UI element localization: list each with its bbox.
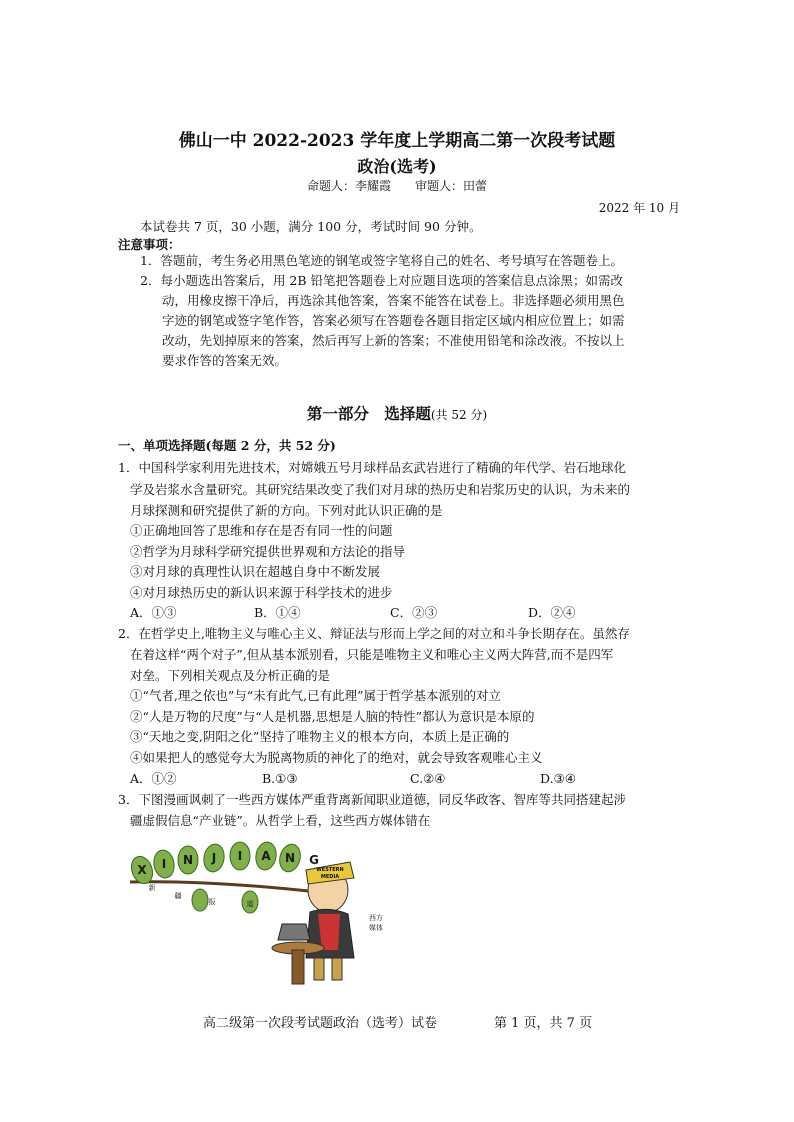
q2-option-b: B.①③: [262, 771, 298, 786]
q2-line-3: 对垒。下列相关观点及分析正确的是: [130, 668, 331, 683]
q1-statement-3: ③对月球的真理性认识在超越自身中不断发展: [130, 564, 381, 579]
leaf-label-3: 报: [208, 898, 216, 906]
leaf-letter-5: I: [237, 849, 243, 863]
q2-option-d: D.③④: [540, 771, 576, 786]
leaf-letter-6: A: [261, 849, 271, 863]
exam-intro: 本试卷共 7 页，30 小题，满分 100 分，考试时间 90 分钟。: [140, 219, 482, 234]
leaf-8: [192, 889, 208, 911]
character-leg-left: [314, 958, 324, 980]
branch-nose: [130, 882, 318, 892]
table-leg: [292, 950, 304, 984]
q2-line-1: 2．在哲学史上,唯物主义与唯心主义、辩证法与形而上学之间的对立和斗争长期存在。虽然存: [118, 626, 630, 641]
q1-option-c: C．②③: [390, 605, 438, 620]
q1-line-3: 月球探测和研究提供了新的方向。下列对此认识正确的是: [130, 503, 443, 518]
part-score: (共 52 分): [430, 408, 488, 422]
part-heading: [0, 402, 794, 424]
leaf-label-4: 道: [246, 900, 254, 908]
notes-item-2-line-1: 2．每小题选出答案后，用 2B 铅笔把答题卷上对应题目选项的答案信息点涂黑；如需改: [140, 273, 624, 288]
exam-subtitle: 政治(选考): [357, 157, 437, 176]
q2-option-c: C.②④: [410, 771, 446, 786]
notes-heading: 注意事项：: [118, 237, 181, 252]
notes-item-2-line-4: 改动，先划掉原来的答案，然后再写上新的答案；不准使用铅笔和涂改液。不按以上: [162, 333, 625, 348]
hat-label-2: MEDIA: [320, 874, 340, 880]
leaf-letter-2: I: [161, 857, 167, 871]
q1-statement-1: ①正确地回答了思维和存在是否有同一性的问题: [130, 523, 393, 538]
character-leg-right: [332, 958, 342, 980]
part-title: 第一部分 选择题: [306, 404, 431, 423]
q1-statement-2: ②哲学为月球科学研究提供世界观和方法论的指导: [130, 544, 406, 559]
side-label-2: 媒体: [369, 924, 383, 932]
side-label-1: 西方: [369, 914, 383, 922]
leaf-letter-8: G: [309, 853, 319, 867]
leaf-letter-3: N: [182, 853, 194, 867]
footer-page: 第 1 页，共 7 页: [494, 1016, 593, 1031]
footer-title: 高二级第一次段考试题政治（选考）试卷: [203, 1016, 438, 1031]
exam-date: 2022 年 10 月: [598, 201, 680, 215]
q2-statement-3: ③“天地之变,阴阳之化”坚持了唯物主义的根本方向，本质上是正确的: [130, 729, 510, 744]
q1-statement-4: ④对月球热历史的新认识来源于科学技术的进步: [130, 585, 393, 600]
notes-item-2-line-5: 要求作答的答案无效。: [162, 353, 288, 368]
q3-line-1: 3．下图漫画讽刺了一些西方媒体严重背离新闻职业道德，同反华政客、智库等共同搭建起涉: [118, 792, 626, 807]
hat-label-1: WESTERN: [316, 867, 344, 873]
exam-title: 佛山一中 2022-2023 学年度上学期高二第一次段考试题: [178, 131, 616, 151]
q2-option-a: A．①②: [130, 771, 177, 786]
q3-line-2: 疆虚假信息“产业链”。从哲学上看，这些西方媒体错在: [130, 813, 431, 828]
laptop: [278, 924, 310, 940]
q1-line-2: 学及岩浆水含量研究。其研究结果改变了我们对月球的热历史和岩浆历史的认识，为未来的: [130, 482, 631, 497]
section-title: 一、单项选择题(每题 2 分，共 52 分): [118, 438, 336, 453]
leaf-label-1: 新: [148, 884, 156, 892]
leaf-label-2: 疆: [174, 892, 182, 900]
q1-line-1: 1．中国科学家利用先进技术，对嫦娥五号月球样品玄武岩进行了精确的年代学、岩石地球化: [118, 460, 626, 475]
q2-statement-1: ①“气者,理之依也”与“未有此气,已有此理”属于哲学基本派别的对立: [130, 688, 502, 703]
notes-item-1: 1．答题前，考生务必用黑色笔迹的钢笔或签字笔将自己的姓名、考号填写在答题卷上。: [140, 253, 623, 268]
leaf-letter-7: N: [284, 851, 296, 865]
leaf-letter-4: J: [211, 851, 217, 865]
q2-statement-2: ②“人是万物的尺度”与“人是机器,思想是人脑的特性”都认为意识是本原的: [130, 709, 535, 724]
notes-item-2-line-2: 动，用橡皮擦干净后，再选涂其他答案，答案不能答在试卷上。非选择题必须用黑色: [162, 293, 625, 308]
q1-option-d: D．②④: [528, 605, 576, 620]
q2-statement-4: ④如果把人的感觉夸大为脱离物质的神化了的绝对，就会导致客观唯心主义: [130, 750, 543, 765]
q2-line-2: 在着这样“两个对子”,但从基本派别看，只能是唯物主义和唯心主义两大阵营,而不是四军: [130, 647, 614, 662]
q1-option-b: B．①④: [254, 605, 301, 620]
exam-authors: 命题人：李耀霞 审题人：田蕾: [306, 179, 487, 193]
q1-option-a: A．①③: [130, 605, 177, 620]
cartoon-illustration: [128, 840, 398, 990]
leaf-letter-1: X: [137, 863, 147, 877]
notes-item-2-line-3: 字迹的钢笔或签字笔作答，答案必须写在答题卷各题目指定区域内相应位置上；如需: [162, 313, 625, 328]
